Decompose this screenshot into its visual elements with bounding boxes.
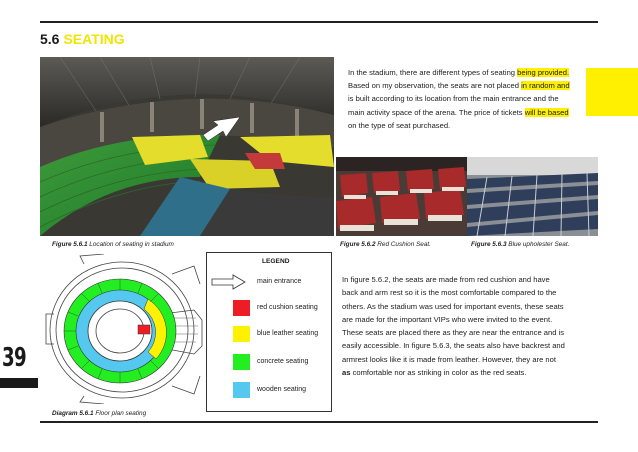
arrow-icon [211, 274, 247, 290]
caption-label: Figure 5.6.1 [52, 241, 88, 248]
page-number: 39 [2, 343, 26, 373]
figure-5-6-1-caption [52, 241, 174, 248]
red-cushion-seat-photo [336, 157, 467, 236]
green-swatch [233, 354, 250, 370]
blue-upholstered-seat-photo [467, 157, 598, 236]
body-line: easily accessible. In figure 5.6.3, the seats also have backrest and [342, 341, 565, 351]
yellow-swatch [233, 326, 250, 342]
intro-line-3: is built according to its location from the main entrance and the [348, 94, 559, 104]
body-line: armrest looks like it is made from leather. However, they are not [342, 354, 556, 364]
stadium-interior-photo [40, 57, 334, 236]
diagram-5-6-1-caption [52, 410, 146, 417]
section-title-text: SEATING [63, 31, 125, 47]
body-line-rest: comfortable nor as striking in color as the red seats. [350, 368, 527, 378]
legend-label: red cushion seating [257, 304, 318, 311]
floor-plan-diagram [44, 254, 204, 404]
intro-line-2-highlight: in random and [521, 81, 570, 91]
legend-box [206, 252, 332, 412]
legend-label: concrete seating [257, 358, 309, 365]
blue-swatch [233, 382, 250, 398]
caption-text: Red Cushion Seat. [375, 241, 431, 248]
body-line: are made for the important VIPs who were invited to the event. [342, 314, 553, 324]
figure-5-6-3-caption [471, 241, 569, 248]
body-line: In figure 5.6.2, the seats are made from red cushion and have [342, 275, 550, 284]
legend-item-red-cushion [231, 300, 331, 316]
caption-text: Blue upholester Seat. [506, 241, 570, 248]
legend-label: main entrance [257, 278, 302, 285]
body-paragraph [342, 273, 592, 379]
caption-text: Floor plan seating [93, 410, 147, 417]
intro-paragraph [348, 66, 598, 132]
caption-text: Location of seating in stadium [87, 241, 174, 248]
legend-title: LEGEND [262, 258, 290, 265]
intro-line-4-highlight: will be based [524, 107, 569, 117]
intro-line-1-highlight: being provided. [517, 68, 570, 77]
caption-label: Diagram 5.6.1 [52, 410, 94, 417]
legend-label: blue leather seating [257, 330, 319, 337]
section-number: 5.6 [40, 31, 60, 47]
body-line-last [342, 366, 592, 379]
legend-item-concrete [231, 354, 331, 370]
body-bold-word: as [342, 368, 351, 378]
legend-item-wooden [231, 382, 331, 398]
page-number-bar [0, 378, 38, 388]
intro-line-2: Based on my observation, the seats are not placed [348, 81, 522, 91]
caption-label: Figure 5.6.3 [471, 241, 507, 248]
body-line: back and arm rest so it is the most comfortable compared to the [342, 288, 557, 298]
bottom-rule [40, 421, 598, 423]
intro-line-1: In the stadium, there are different types of seating [348, 68, 518, 77]
section-title [40, 31, 125, 47]
intro-line-4: main activity space of the arena. The price of tickets [348, 107, 525, 117]
caption-label: Figure 5.6.2 [340, 241, 376, 248]
top-rule [40, 21, 598, 23]
red-swatch [233, 300, 250, 316]
figure-5-6-2-caption [340, 241, 431, 248]
body-line: others. As the stadium was used for important events, these seats [342, 301, 564, 311]
legend-label: wooden seating [257, 386, 307, 393]
legend-item-blue-leather [231, 326, 331, 342]
legend-item-main-entrance [211, 274, 331, 290]
intro-line-5: on the type of seat purchased. [348, 120, 451, 130]
body-line: These seats are placed there as they are near the entrance and is [342, 328, 565, 338]
